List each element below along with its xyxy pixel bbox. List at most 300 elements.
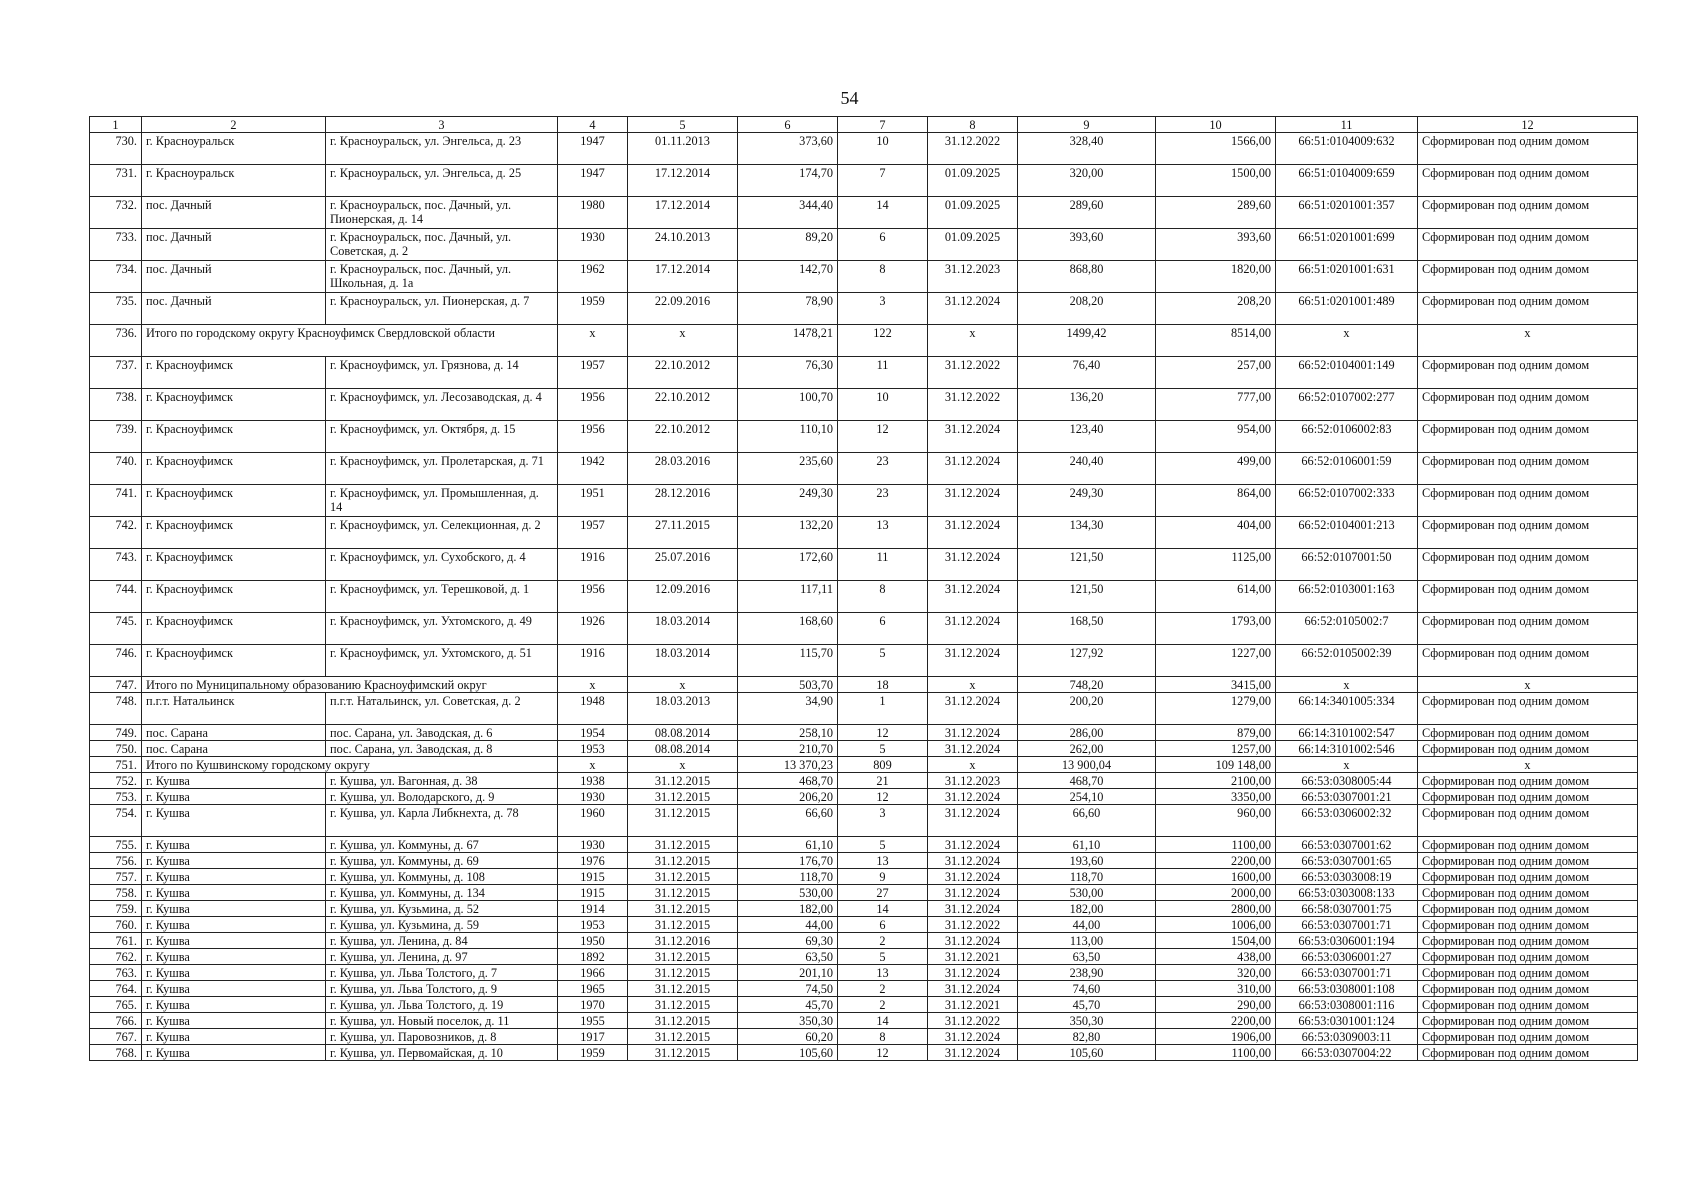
plan-date-cell: 31.12.2024 [928,581,1018,613]
year-cell: 1954 [558,725,628,741]
date-cell: 22.09.2016 [628,293,738,325]
cost-cell: 1257,00 [1156,741,1276,757]
area2-cell: 61,10 [1018,837,1156,853]
year-cell: 1970 [558,997,628,1013]
status-cell: Сформирован под одним домом [1418,357,1638,389]
people-cell: 5 [838,949,928,965]
area2-cell: 249,30 [1018,485,1156,517]
area-cell: 100,70 [738,389,838,421]
row-number-cell: 758. [90,885,142,901]
cadastral-cell: 66:51:0104009:632 [1276,133,1418,165]
plan-date-cell: 31.12.2024 [928,1029,1018,1045]
people-cell: 11 [838,549,928,581]
date-cell: 22.10.2012 [628,389,738,421]
date-cell: 31.12.2015 [628,917,738,933]
date-cell: 18.03.2014 [628,613,738,645]
people-cell: 5 [838,741,928,757]
area-cell: 115,70 [738,645,838,677]
plan-date-cell: 31.12.2022 [928,133,1018,165]
cadastral-cell: 66:53:0307001:21 [1276,789,1418,805]
year-cell: 1930 [558,229,628,261]
area2-cell: 121,50 [1018,549,1156,581]
people-cell: 7 [838,165,928,197]
locality-cell: г. Красноуфимск [142,389,326,421]
row-number-cell: 738. [90,389,142,421]
locality-cell: пос. Дачный [142,261,326,293]
row-number-cell: 739. [90,421,142,453]
date-cell: 18.03.2013 [628,693,738,725]
area2-cell: 123,40 [1018,421,1156,453]
table-total-row [90,677,1638,693]
date-cell: 22.10.2012 [628,357,738,389]
date-cell: 31.12.2015 [628,773,738,789]
area-cell: 176,70 [738,853,838,869]
year-cell: 1892 [558,949,628,965]
cadastral-cell: 66:52:0107001:50 [1276,549,1418,581]
people-cell: 3 [838,805,928,837]
status-cell: Сформирован под одним домом [1418,981,1638,997]
status-cell: х [1418,325,1638,357]
row-number-cell: 760. [90,917,142,933]
table-row [90,725,1638,741]
column-header: 11 [1276,117,1418,133]
row-number-cell: 745. [90,613,142,645]
column-header: 9 [1018,117,1156,133]
table-row [90,773,1638,789]
row-number-cell: 751. [90,757,142,773]
locality-cell: пос. Дачный [142,229,326,261]
plan-date-cell: 31.12.2024 [928,853,1018,869]
row-number-cell: 762. [90,949,142,965]
table-row [90,1045,1638,1061]
address-cell: г. Кушва, ул. Коммуны, д. 67 [326,837,558,853]
table-row [90,805,1638,837]
date-cell: 31.12.2015 [628,1045,738,1061]
area2-cell: 113,00 [1018,933,1156,949]
address-cell: г. Кушва, ул. Кузьмина, д. 59 [326,917,558,933]
cost-cell: 1279,00 [1156,693,1276,725]
cost-cell: 320,00 [1156,965,1276,981]
address-cell: г. Красноуфимск, ул. Сухобского, д. 4 [326,549,558,581]
column-header: 1 [90,117,142,133]
area2-cell: 238,90 [1018,965,1156,981]
people-cell: 809 [838,757,928,773]
locality-cell: г. Красноуфимск [142,421,326,453]
area-cell: 74,50 [738,981,838,997]
area-cell: 235,60 [738,453,838,485]
table-row [90,197,1638,229]
cadastral-cell: 66:51:0201001:631 [1276,261,1418,293]
status-cell: Сформирован под одним домом [1418,789,1638,805]
table-row [90,645,1638,677]
year-cell: 1926 [558,613,628,645]
table-row [90,885,1638,901]
people-cell: 9 [838,869,928,885]
status-cell: Сформирован под одним домом [1418,885,1638,901]
area2-cell: 530,00 [1018,885,1156,901]
locality-cell: г. Кушва [142,997,326,1013]
status-cell: Сформирован под одним домом [1418,773,1638,789]
date-cell: 18.03.2014 [628,645,738,677]
table-row [90,869,1638,885]
table-row [90,837,1638,853]
cost-cell: 290,00 [1156,997,1276,1013]
address-cell: г. Красноуфимск, ул. Ухтомского, д. 51 [326,645,558,677]
locality-cell: г. Красноуфимск [142,613,326,645]
area-cell: 60,20 [738,1029,838,1045]
table-row [90,453,1638,485]
address-cell: г. Кушва, ул. Льва Толстого, д. 7 [326,965,558,981]
date-cell: 25.07.2016 [628,549,738,581]
address-cell: г. Красноуфимск, ул. Ухтомского, д. 49 [326,613,558,645]
year-cell: 1914 [558,901,628,917]
date-cell: 31.12.2015 [628,949,738,965]
area2-cell: 262,00 [1018,741,1156,757]
area-cell: 1478,21 [738,325,838,357]
table-row [90,485,1638,517]
table-total-row [90,325,1638,357]
area2-cell: 208,20 [1018,293,1156,325]
status-cell: Сформирован под одним домом [1418,949,1638,965]
locality-cell: г. Красноуфимск [142,485,326,517]
area-cell: 249,30 [738,485,838,517]
total-label-cell: Итого по Муниципальному образованию Красноуфимский округ [142,677,558,693]
plan-date-cell: х [928,325,1018,357]
date-cell: 17.12.2014 [628,165,738,197]
cost-cell: 954,00 [1156,421,1276,453]
area-cell: 110,10 [738,421,838,453]
status-cell: Сформирован под одним домом [1418,1029,1638,1045]
row-number-cell: 748. [90,693,142,725]
address-cell: г. Красноуфимск, ул. Октября, д. 15 [326,421,558,453]
people-cell: 6 [838,613,928,645]
people-cell: 10 [838,133,928,165]
address-cell: г. Кушва, ул. Вагонная, д. 38 [326,773,558,789]
people-cell: 8 [838,261,928,293]
plan-date-cell: 31.12.2024 [928,789,1018,805]
table-row [90,981,1638,997]
area2-cell: 200,20 [1018,693,1156,725]
table-row [90,1029,1638,1045]
year-cell: 1950 [558,933,628,949]
cost-cell: 2000,00 [1156,885,1276,901]
area-cell: 468,70 [738,773,838,789]
cost-cell: 3415,00 [1156,677,1276,693]
people-cell: 6 [838,917,928,933]
plan-date-cell: 31.12.2024 [928,901,1018,917]
year-cell: 1930 [558,789,628,805]
status-cell: Сформирован под одним домом [1418,293,1638,325]
row-number-cell: 761. [90,933,142,949]
row-number-cell: 731. [90,165,142,197]
column-header: 3 [326,117,558,133]
people-cell: 8 [838,1029,928,1045]
row-number-cell: 759. [90,901,142,917]
date-cell: 28.12.2016 [628,485,738,517]
area2-cell: 82,80 [1018,1029,1156,1045]
row-number-cell: 747. [90,677,142,693]
year-cell: 1938 [558,773,628,789]
locality-cell: г. Красноуфимск [142,549,326,581]
cost-cell: 1500,00 [1156,165,1276,197]
date-cell: х [628,757,738,773]
address-cell: г. Кушва, ул. Ленина, д. 97 [326,949,558,965]
column-header: 4 [558,117,628,133]
locality-cell: г. Кушва [142,965,326,981]
address-cell: пос. Сарана, ул. Заводская, д. 8 [326,741,558,757]
status-cell: Сформирован под одним домом [1418,581,1638,613]
row-number-cell: 734. [90,261,142,293]
status-cell: Сформирован под одним домом [1418,805,1638,837]
year-cell: 1956 [558,389,628,421]
plan-date-cell: 31.12.2024 [928,885,1018,901]
table-row [90,357,1638,389]
area2-cell: 748,20 [1018,677,1156,693]
cadastral-cell: 66:51:0104009:659 [1276,165,1418,197]
status-cell: Сформирован под одним домом [1418,645,1638,677]
locality-cell: г. Кушва [142,837,326,853]
cadastral-cell: 66:53:0307001:71 [1276,965,1418,981]
plan-date-cell: 31.12.2024 [928,741,1018,757]
locality-cell: г. Красноуфимск [142,645,326,677]
address-cell: г. Кушва, ул. Льва Толстого, д. 9 [326,981,558,997]
row-number-cell: 753. [90,789,142,805]
row-number-cell: 750. [90,741,142,757]
year-cell: 1916 [558,645,628,677]
area2-cell: 289,60 [1018,197,1156,229]
area-cell: 89,20 [738,229,838,261]
area2-cell: 76,40 [1018,357,1156,389]
year-cell: 1957 [558,357,628,389]
cost-cell: 1504,00 [1156,933,1276,949]
status-cell: Сформирован под одним домом [1418,917,1638,933]
status-cell: Сформирован под одним домом [1418,453,1638,485]
area-cell: 258,10 [738,725,838,741]
date-cell: 31.12.2015 [628,1029,738,1045]
cost-cell: 2100,00 [1156,773,1276,789]
cadastral-cell: 66:52:0104001:149 [1276,357,1418,389]
area-cell: 76,30 [738,357,838,389]
plan-date-cell: 01.09.2025 [928,165,1018,197]
area2-cell: 320,00 [1018,165,1156,197]
cadastral-cell: 66:14:3401005:334 [1276,693,1418,725]
year-cell: 1956 [558,581,628,613]
cost-cell: 777,00 [1156,389,1276,421]
cost-cell: 8514,00 [1156,325,1276,357]
plan-date-cell: 31.12.2024 [928,805,1018,837]
year-cell: 1948 [558,693,628,725]
cadastral-cell: 66:53:0301001:124 [1276,1013,1418,1029]
status-cell: Сформирован под одним домом [1418,693,1638,725]
date-cell: 31.12.2015 [628,805,738,837]
cadastral-cell: 66:14:3101002:547 [1276,725,1418,741]
cadastral-cell: 66:52:0105002:39 [1276,645,1418,677]
status-cell: Сформирован под одним домом [1418,869,1638,885]
date-cell: х [628,325,738,357]
area2-cell: 45,70 [1018,997,1156,1013]
locality-cell: г. Красноуральск [142,133,326,165]
cost-cell: 1006,00 [1156,917,1276,933]
address-cell: г. Красноуфимск, ул. Грязнова, д. 14 [326,357,558,389]
cadastral-cell: 66:53:0307001:71 [1276,917,1418,933]
people-cell: 1 [838,693,928,725]
cadastral-cell: 66:53:0306001:27 [1276,949,1418,965]
column-header: 5 [628,117,738,133]
plan-date-cell: 31.12.2024 [928,613,1018,645]
area-cell: 206,20 [738,789,838,805]
area2-cell: 121,50 [1018,581,1156,613]
area2-cell: 136,20 [1018,389,1156,421]
cost-cell: 208,20 [1156,293,1276,325]
cadastral-cell: х [1276,325,1418,357]
status-cell: Сформирован под одним домом [1418,853,1638,869]
row-number-cell: 754. [90,805,142,837]
year-cell: 1930 [558,837,628,853]
cadastral-cell: 66:53:0309003:11 [1276,1029,1418,1045]
year-cell: 1955 [558,1013,628,1029]
locality-cell: пос. Дачный [142,293,326,325]
locality-cell: г. Кушва [142,853,326,869]
status-cell: Сформирован под одним домом [1418,197,1638,229]
cadastral-cell: 66:53:0303008:19 [1276,869,1418,885]
plan-date-cell: 31.12.2024 [928,725,1018,741]
plan-date-cell: 31.12.2022 [928,357,1018,389]
area-cell: 34,90 [738,693,838,725]
plan-date-cell: 31.12.2024 [928,837,1018,853]
table-row [90,581,1638,613]
address-cell: г. Красноуральск, пос. Дачный, ул. Школьная, д. 1а [326,261,558,293]
column-header: 7 [838,117,928,133]
plan-date-cell: 31.12.2024 [928,517,1018,549]
table-row [90,421,1638,453]
cadastral-cell: 66:51:0201001:489 [1276,293,1418,325]
cadastral-cell: х [1276,677,1418,693]
people-cell: 10 [838,389,928,421]
address-cell: г. Красноуфимск, ул. Лесозаводская, д. 4 [326,389,558,421]
people-cell: 2 [838,933,928,949]
cost-cell: 1906,00 [1156,1029,1276,1045]
people-cell: 12 [838,789,928,805]
year-cell: 1962 [558,261,628,293]
cost-cell: 1100,00 [1156,1045,1276,1061]
cadastral-cell: 66:53:0303008:133 [1276,885,1418,901]
locality-cell: г. Красноуральск [142,165,326,197]
year-cell: 1953 [558,741,628,757]
cost-cell: 404,00 [1156,517,1276,549]
status-cell: Сформирован под одним домом [1418,741,1638,757]
locality-cell: г. Кушва [142,789,326,805]
address-cell: г. Красноуральск, ул. Энгельса, д. 25 [326,165,558,197]
area2-cell: 74,60 [1018,981,1156,997]
locality-cell: г. Кушва [142,1045,326,1061]
cadastral-cell: 66:53:0306001:194 [1276,933,1418,949]
year-cell: 1957 [558,517,628,549]
table-row [90,613,1638,645]
area2-cell: 168,50 [1018,613,1156,645]
address-cell: г. Кушва, ул. Первомайская, д. 10 [326,1045,558,1061]
table-row [90,165,1638,197]
table-row [90,789,1638,805]
plan-date-cell: х [928,757,1018,773]
address-cell: г. Красноуральск, пос. Дачный, ул. Советская, д. 2 [326,229,558,261]
table-row [90,933,1638,949]
year-cell: 1959 [558,1045,628,1061]
cost-cell: 1600,00 [1156,869,1276,885]
plan-date-cell: 01.09.2025 [928,229,1018,261]
plan-date-cell: 31.12.2024 [928,981,1018,997]
table-row [90,965,1638,981]
area-cell: 530,00 [738,885,838,901]
plan-date-cell: 01.09.2025 [928,197,1018,229]
locality-cell: г. Кушва [142,933,326,949]
status-cell: Сформирован под одним домом [1418,389,1638,421]
date-cell: 22.10.2012 [628,421,738,453]
table-row [90,517,1638,549]
status-cell: Сформирован под одним домом [1418,261,1638,293]
year-cell: 1956 [558,421,628,453]
row-number-cell: 737. [90,357,142,389]
row-number-cell: 746. [90,645,142,677]
plan-date-cell: 31.12.2024 [928,421,1018,453]
plan-date-cell: 31.12.2024 [928,293,1018,325]
year-cell: 1959 [558,293,628,325]
area2-cell: 134,30 [1018,517,1156,549]
year-cell: х [558,757,628,773]
area-cell: 172,60 [738,549,838,581]
row-number-cell: 749. [90,725,142,741]
address-cell: г. Кушва, ул. Паровозников, д. 8 [326,1029,558,1045]
address-cell: г. Красноуфимск, ул. Пролетарская, д. 71 [326,453,558,485]
locality-cell: г. Кушва [142,805,326,837]
locality-cell: г. Кушва [142,885,326,901]
people-cell: 21 [838,773,928,789]
year-cell: 1942 [558,453,628,485]
area-cell: 61,10 [738,837,838,853]
locality-cell: г. Кушва [142,901,326,917]
year-cell: 1951 [558,485,628,517]
cost-cell: 1125,00 [1156,549,1276,581]
locality-cell: г. Кушва [142,1013,326,1029]
date-cell: 31.12.2015 [628,789,738,805]
people-cell: 3 [838,293,928,325]
table-row [90,389,1638,421]
table-row [90,741,1638,757]
status-cell: Сформирован под одним домом [1418,837,1638,853]
row-number-cell: 732. [90,197,142,229]
cadastral-cell: 66:51:0201001:357 [1276,197,1418,229]
date-cell: 31.12.2015 [628,1013,738,1029]
address-cell: п.г.т. Натальинск, ул. Советская, д. 2 [326,693,558,725]
plan-date-cell: 31.12.2022 [928,389,1018,421]
area2-cell: 182,00 [1018,901,1156,917]
row-number-cell: 733. [90,229,142,261]
area-cell: 142,70 [738,261,838,293]
area-cell: 117,11 [738,581,838,613]
address-cell: г. Кушва, ул. Ленина, д. 84 [326,933,558,949]
people-cell: 11 [838,357,928,389]
address-cell: г. Кушва, ул. Коммуны, д. 108 [326,869,558,885]
date-cell: 31.12.2015 [628,853,738,869]
cadastral-cell: 66:14:3101002:546 [1276,741,1418,757]
cadastral-cell: 66:52:0106002:83 [1276,421,1418,453]
date-cell: 27.11.2015 [628,517,738,549]
row-number-cell: 730. [90,133,142,165]
cadastral-cell: 66:53:0308001:108 [1276,981,1418,997]
date-cell: 17.12.2014 [628,197,738,229]
table-row [90,997,1638,1013]
area-cell: 373,60 [738,133,838,165]
table-row [90,293,1638,325]
